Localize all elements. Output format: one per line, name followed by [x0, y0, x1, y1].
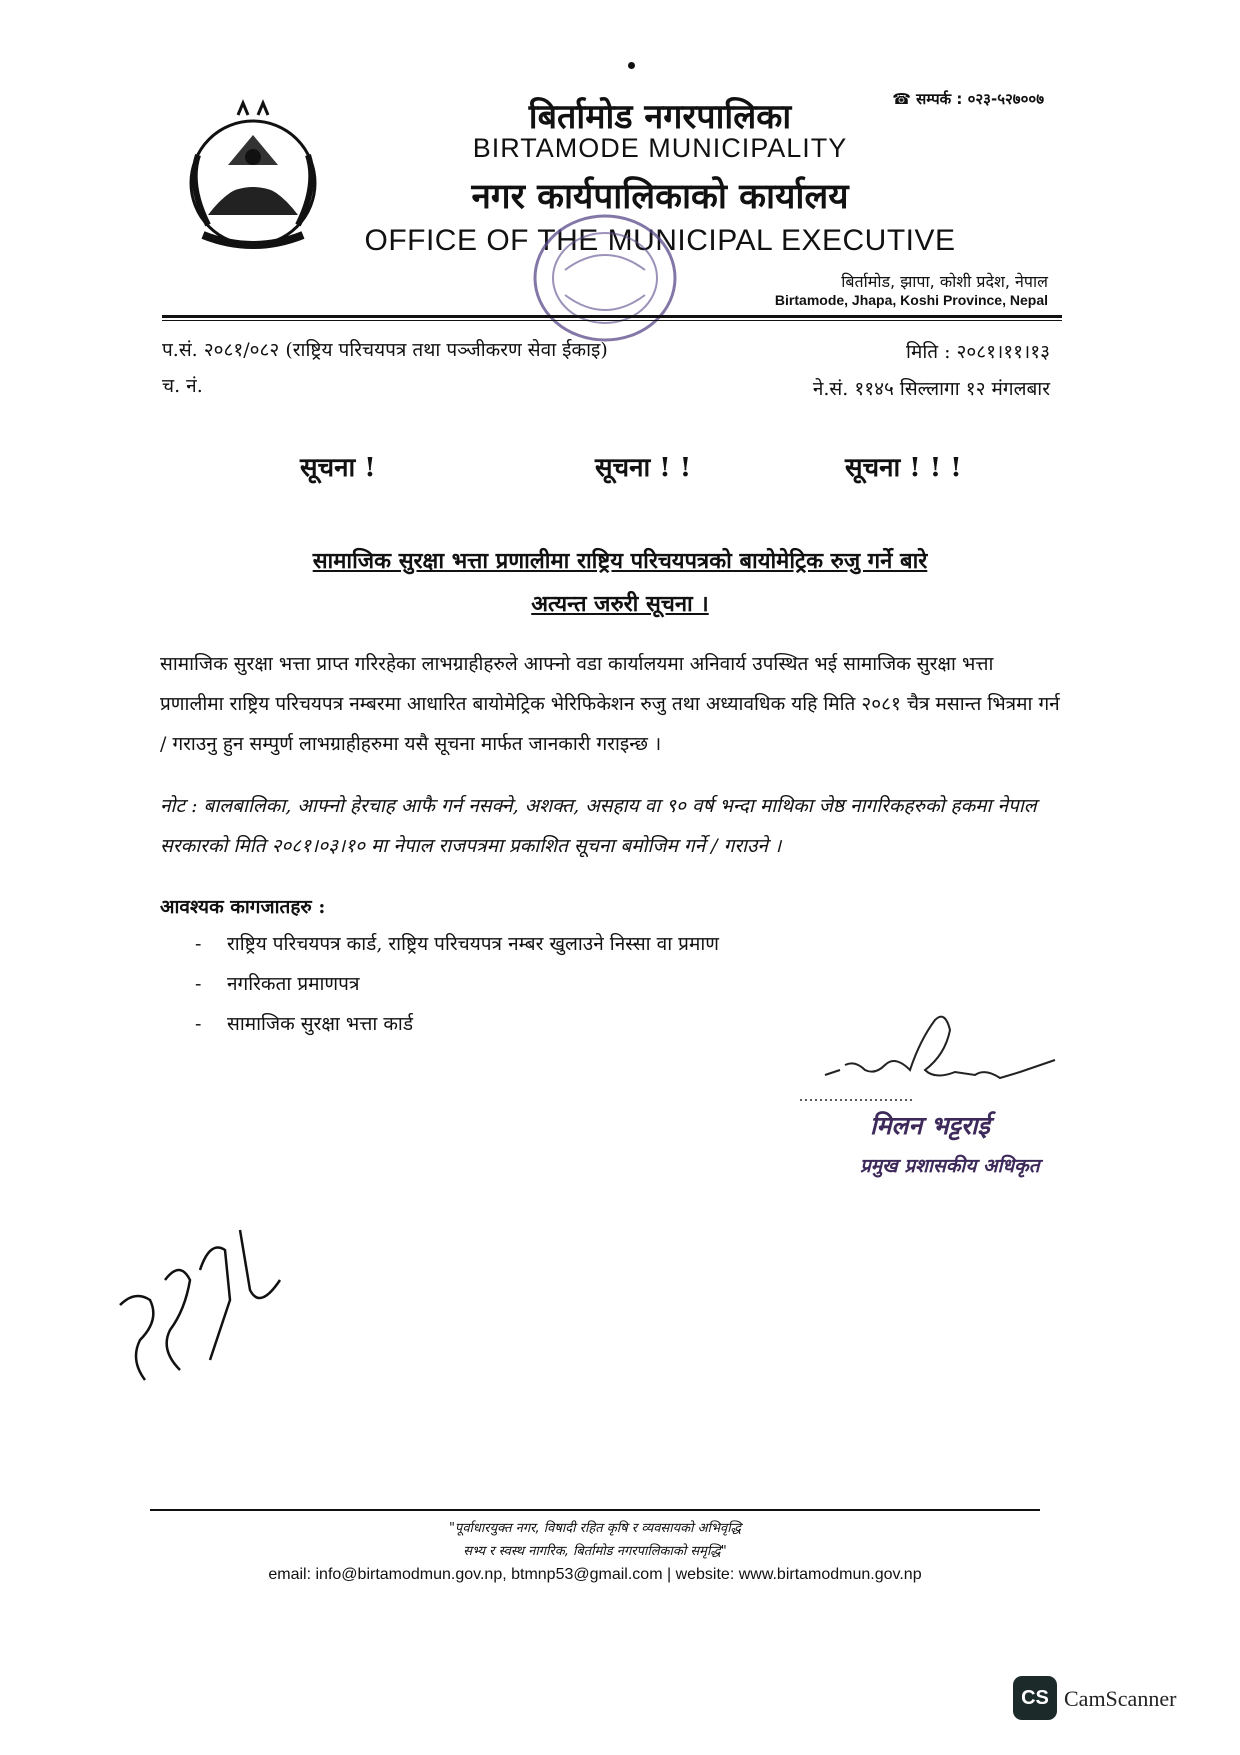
municipality-name-en: BIRTAMODE MUNICIPALITY	[472, 133, 848, 163]
notice-word-1: सूचना !	[300, 453, 376, 483]
address-np: बिर्तामोड, झापा, कोशी प्रदेश, नेपाल	[841, 272, 1048, 291]
office-name-en: OFFICE OF THE MUNICIPAL EXECUTIVE	[364, 224, 956, 257]
document-date: मिति : २०८१।११।१३	[906, 341, 1050, 363]
footer-slogan-2: सभ्य र स्वस्थ नागरिक, बिर्तामोड नगरपालिकाको समृद्धि"	[463, 1544, 727, 1559]
camscanner-watermark: CamScanner	[1064, 1686, 1177, 1711]
camscanner-logo-icon: CS	[1013, 1676, 1057, 1720]
office-name-np: नगर कार्यपालिकाको कार्यालय	[471, 177, 849, 217]
secondary-signature	[110, 1220, 290, 1420]
office-stamp	[520, 200, 690, 355]
note-paragraph: नोट : बालबालिका, आफ्नो हेरचाह आफै गर्न नसक्ने, अशक्त, असहाय वा ९० वर्ष भन्दा माथिका जेष्ठ नागरिकहरुको हकमा नेपाल सरकारको मिति २०८१।०३।१० मा नेपाल राजपत्रमा प्रकाशित सूचना बमोजिम गर्ने / गराउने ।	[160, 795, 1037, 857]
document-item-text: राष्ट्रिय परिचयपत्र कार्ड, राष्ट्रिय परिचयपत्र नम्बर खुलाउने निस्सा वा प्रमाण	[227, 933, 720, 955]
address-en: Birtamode, Jhapa, Koshi Province, Nepal	[774, 292, 1048, 308]
notice-word-3: सूचना ! ! !	[845, 453, 962, 483]
dispatch-number: च. नं.	[162, 375, 203, 397]
municipality-name-np: बिर्तामोड नगरपालिका	[528, 97, 792, 137]
documents-heading: आवश्यक कागजातहरु :	[160, 896, 326, 918]
ink-dot	[628, 62, 635, 69]
subject-line-2: अत्यन्त जरुरी सूचना ।	[531, 592, 709, 617]
document-item	[195, 970, 359, 996]
footer-rule	[150, 1509, 1040, 1511]
subject-line-1: सामाजिक सुरक्षा भत्ता प्रणालीमा राष्ट्रिय परिचयपत्रको बायोमेट्रिक रुजु गर्ने बारे	[312, 549, 928, 574]
bullet-dash: -	[195, 973, 202, 995]
footer-slogan-1: "पूर्वाधारयुक्त नगर, विषादी रहित कृषि र व्यवसायको अभिवृद्धि	[448, 1521, 742, 1536]
footer-contact: email: info@birtamodmun.gov.np, btmnp53@gmail.com | website: www.birtamodmun.gov.np	[268, 1566, 922, 1583]
phone-contact: ☎ सम्पर्क : ०२३-५२७००७	[892, 90, 1044, 108]
header-rule-thin	[162, 320, 1062, 321]
bullet-dash: -	[195, 1013, 202, 1035]
bullet-dash: -	[195, 933, 202, 955]
document-item-text: नगरिकता प्रमाणपत्र	[227, 973, 360, 995]
header-rule	[162, 315, 1062, 318]
document-item-text: सामाजिक सुरक्षा भत्ता कार्ड	[227, 1013, 414, 1035]
notice-word-2: सूचना ! !	[595, 453, 692, 483]
document-item	[195, 930, 719, 956]
nepal-samvat-date: ने.सं. ११४५ सिल्लागा १२ मंगलबार	[812, 378, 1050, 400]
document-item	[195, 1010, 413, 1036]
reference-number: प.सं. २०८१/०८२ (राष्ट्रिय परिचयपत्र तथा पञ्जीकरण सेवा ईकाइ)	[162, 339, 608, 361]
signatory-name: मिलन भट्टराई	[870, 1111, 990, 1140]
signatory-title: प्रमुख प्रशासकीय अधिकृत	[860, 1155, 1040, 1177]
body-paragraph: सामाजिक सुरक्षा भत्ता प्राप्त गरिरहेका लाभग्राहीहरुले आफ्नो वडा कार्यालयमा अनिवार्य उपस्थित भई सामाजिक सुरक्षा भत्ता प्रणालीमा राष्ट्रिय परिचयपत्र नम्बरमा आधारित बायोमेट्रिक भेरिफिकेशन रुजु तथा अध्यावधिक यहि मिति २०८१ चैत्र मसान्त भित्रमा गर्न / गराउनु हुन सम्पुर्ण लाभग्राहीहरुमा यसै सूचना मार्फत जानकारी गराइन्छ ।	[160, 653, 1060, 755]
